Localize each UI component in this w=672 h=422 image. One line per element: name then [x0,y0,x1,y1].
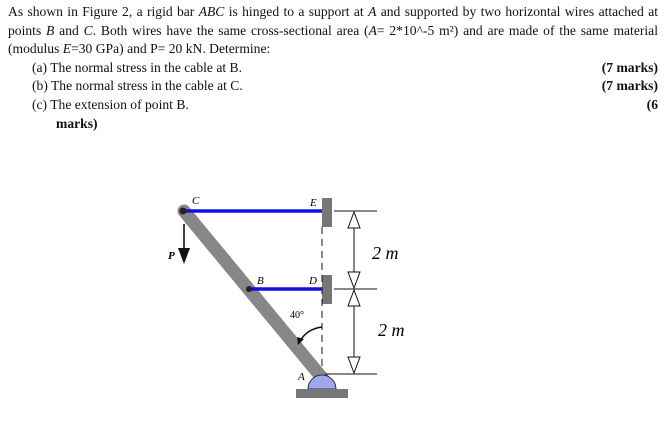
question-a-text: (a) The normal stress in the cable at B. [32,59,243,75]
wall-e [322,198,332,227]
label-c: C [192,195,200,207]
point-b-marker [246,286,252,292]
statement-part-1: As shown in Figure 2, a rigid bar [8,4,199,19]
bar-name: ABC [198,4,225,19]
question-b-marks: (7 marks) [601,78,658,94]
area-symbol: A [368,22,377,38]
question-a-marks: (7 marks) [601,59,658,75]
dim-arrow-upper-top [348,212,360,228]
question-c-text: (c) The extension of point B. [32,96,189,112]
hinge-support [308,375,336,389]
label-e: E [310,197,317,209]
question-b-text: (b) The normal stress in the cable at C. [32,78,243,94]
label-a: A [298,371,305,383]
dimension-upper: 2 m [372,243,399,263]
dim-arrow-lower-bottom [348,357,360,373]
statement-part-4: and [54,22,84,38]
label-b: B [257,275,264,287]
label-p: P [168,250,175,262]
question-c-marks-continued: marks) [56,115,98,131]
hinge-point: A [368,4,377,19]
dim-arrow-lower-top [348,290,360,306]
question-c-marks: (6 [646,96,658,112]
statement-part-7: =30 GPa) and P= 20 kN. Determine: [71,41,271,57]
load-arrow-head [178,248,190,264]
statement-part-2: is hinged to a support at [224,4,369,19]
dimension-lower: 2 m [378,320,405,340]
point-c-ref: C [83,22,93,38]
modulus-symbol: E [62,41,72,57]
label-d: D [309,275,317,287]
statement-part-6: = 2*10^-5 m²) and are made of the same material (modulus [8,22,658,57]
ground-base [296,389,348,398]
label-angle: 40° [290,310,304,321]
rigid-bar [184,211,323,379]
wall-d [322,275,332,304]
point-b-ref: B [46,22,55,38]
point-c-marker [180,208,187,215]
dim-arrow-upper-bottom [348,272,360,288]
statement-part-3: and supported by two horizontal wires attached at points [8,4,658,38]
statement-part-5: . Both wires have the same cross-sectional area ( [92,22,369,38]
